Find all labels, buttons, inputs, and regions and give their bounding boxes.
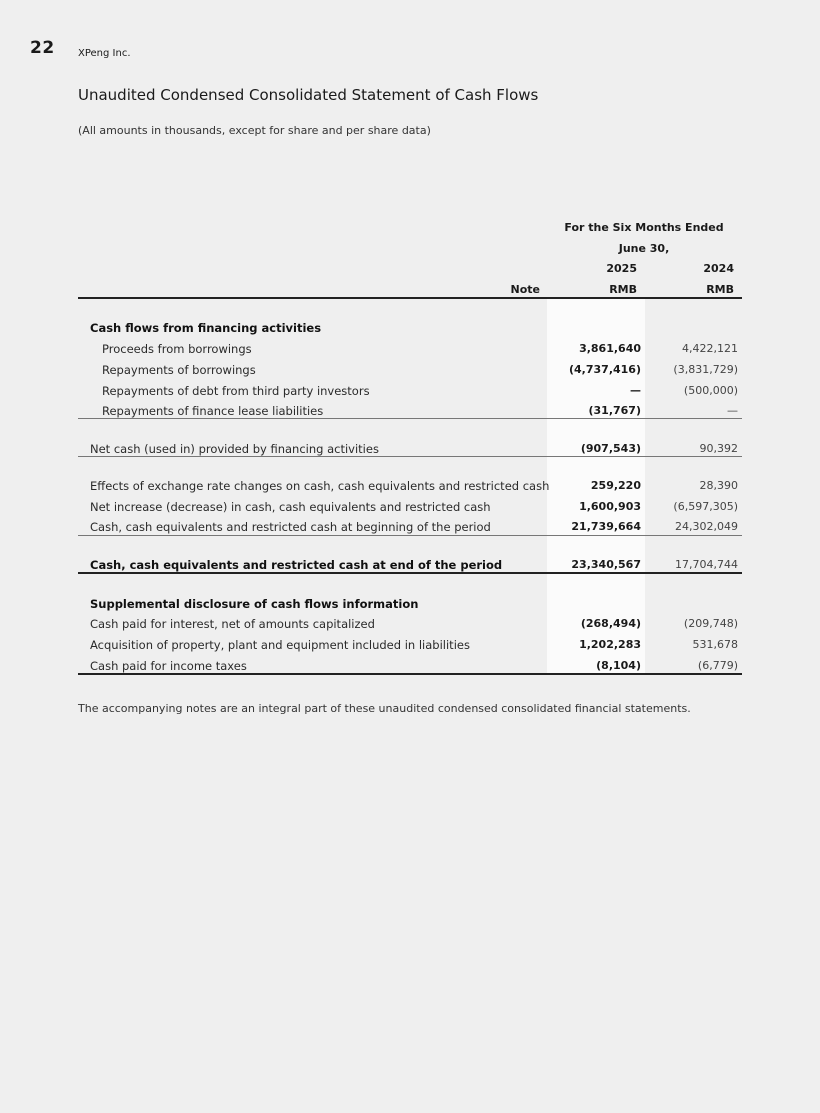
row-label: Repayments of borrowings — [102, 363, 256, 377]
subtotal-rule — [78, 418, 742, 419]
period-header-line2: June 30, — [618, 242, 670, 255]
row-label: Cash paid for income taxes — [90, 659, 247, 673]
value-2024: 17,704,744 — [675, 558, 738, 571]
row-label: Repayments of debt from third party investors — [102, 384, 370, 398]
value-2024: 531,678 — [692, 638, 738, 651]
value-2025: — — [630, 384, 641, 397]
total-rule — [78, 572, 742, 574]
company-name: XPeng Inc. — [78, 48, 131, 59]
value-2025: (268,494) — [580, 617, 641, 630]
table-row — [78, 440, 742, 460]
row-label: Net cash (used in) provided by financing activities — [90, 442, 379, 456]
row-label: Cash, cash equivalents and restricted cash at end of the period — [90, 558, 503, 572]
value-2024: — — [727, 404, 738, 417]
value-2024: (3,831,729) — [673, 363, 738, 376]
row-label: Cash, cash equivalents and restricted cash at beginning of the period — [90, 520, 491, 534]
value-2025: 3,861,640 — [579, 342, 641, 355]
year-prior-header: 2024 — [703, 262, 734, 275]
row-label: Proceeds from borrowings — [102, 342, 252, 356]
table-row — [78, 382, 742, 402]
footnote: The accompanying notes are an integral part of these unaudited condensed consolidated financial statements. — [78, 702, 691, 715]
note-header: Note — [510, 283, 540, 296]
row-label: Net increase (decrease) in cash, cash equivalents and restricted cash — [90, 500, 491, 514]
value-2025: 23,340,567 — [571, 558, 641, 571]
table-row — [78, 477, 742, 497]
value-2025: 1,202,283 — [579, 638, 641, 651]
page-title: Unaudited Condensed Consolidated Statement of Cash Flows — [78, 86, 539, 104]
page-subtitle: (All amounts in thousands, except for share and per share data) — [78, 124, 431, 137]
period-header-line1: For the Six Months Ended — [564, 221, 724, 234]
value-2024: (500,000) — [683, 384, 738, 397]
value-2025: (31,767) — [588, 404, 641, 417]
section-heading: Cash flows from financing activities — [90, 321, 322, 335]
table-row — [78, 402, 742, 422]
table-row — [78, 340, 742, 360]
table-row — [78, 498, 742, 518]
row-label: Effects of exchange rate changes on cash, cash equivalents and restricted cash — [90, 479, 550, 493]
subtotal-rule — [78, 535, 742, 536]
value-2024: (209,748) — [683, 617, 738, 630]
value-2024: 4,422,121 — [682, 342, 738, 355]
subtotal-rule — [78, 456, 742, 457]
row-label: Repayments of finance lease liabilities — [102, 404, 324, 418]
value-2024: 28,390 — [699, 479, 738, 492]
section-heading: Supplemental disclosure of cash flows information — [90, 597, 419, 611]
value-2024: (6,597,305) — [673, 500, 738, 513]
year-current-header: 2025 — [606, 262, 637, 275]
value-2025: (4,737,416) — [569, 363, 641, 376]
currency-prior-header: RMB — [706, 283, 734, 296]
value-2025: 1,600,903 — [579, 500, 641, 513]
page-number: 22 — [30, 38, 55, 58]
row-label: Acquisition of property, plant and equipment included in liabilities — [90, 638, 470, 652]
value-2024: (6,779) — [697, 659, 738, 672]
currency-current-header: RMB — [609, 283, 637, 296]
value-2025: 259,220 — [590, 479, 641, 492]
row-label: Cash paid for interest, net of amounts capitalized — [90, 617, 375, 631]
financing-heading-row — [78, 319, 742, 339]
table-row — [78, 361, 742, 381]
table-row — [78, 636, 742, 656]
bottom-rule — [78, 673, 742, 675]
value-2024: 90,392 — [699, 442, 738, 455]
table-row — [78, 615, 742, 635]
value-2025: 21,739,664 — [571, 520, 641, 533]
header-rule — [78, 297, 742, 299]
value-2025: (8,104) — [596, 659, 641, 672]
supplemental-heading-row — [78, 595, 742, 615]
value-2024: 24,302,049 — [675, 520, 738, 533]
value-2025: (907,543) — [580, 442, 641, 455]
